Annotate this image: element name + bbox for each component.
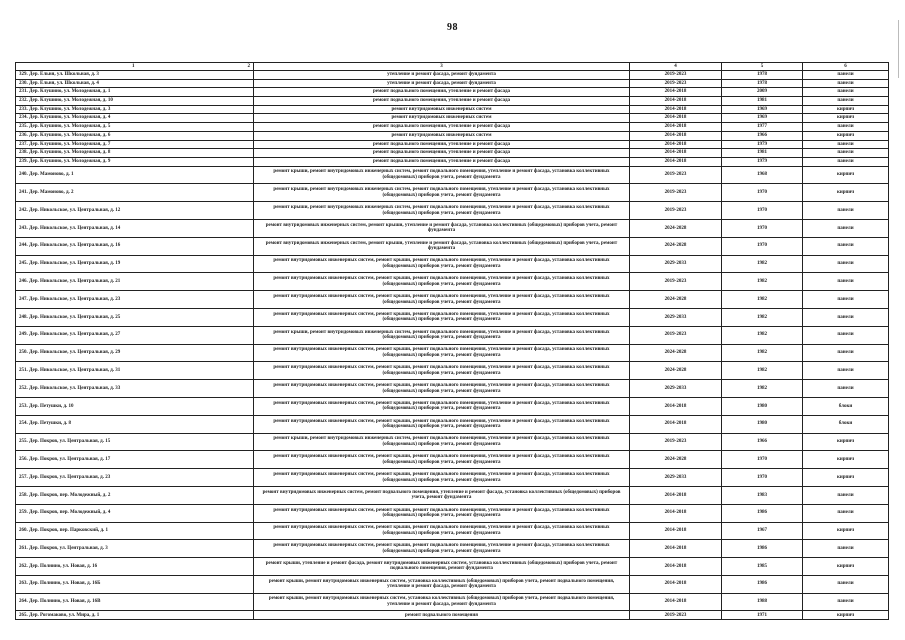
capital-repair-table: [15, 62, 889, 620]
address-cell: 241. Дер. Мамоново, д. 2: [16, 184, 254, 202]
works-cell: ремонт крыши, ремонт внутридомовых инженерных систем, ремонт подвального помещения, утепление и ремонт фасада, установка коллективных (общедомовых) приборов учета, ремонт фундамента: [254, 202, 630, 220]
address-cell: 246. Дер. Никольское, ул. Центральная, д. 21: [16, 273, 254, 291]
address-cell: 242. Дер. Никольское, ул. Центральная, д. 12: [16, 202, 254, 220]
wall-material-cell: кирпич: [803, 131, 889, 140]
column-number: 4: [630, 63, 722, 71]
works-cell: ремонт внутридомовых инженерных систем, ремонт крыши, ремонт подвального помещения, утепление и ремонт фасада, установка коллективных (общедомовых) приборов учета, ремонт фундамента: [254, 504, 630, 522]
address-cell: 244. Дер. Никольское, ул. Центральная, д. 16: [16, 237, 254, 255]
address-cell: 260. Дер. Покров, пер. Парковский, д. 1: [16, 522, 254, 540]
year-built-cell: 1970: [722, 469, 803, 487]
works-cell: ремонт подвального помещения: [254, 611, 630, 620]
address-cell: 230. Дер. Ельня, ул. Школьная, д. 4: [16, 79, 254, 88]
address-cell: 251. Дер. Никольское, ул. Центральная, д. 31: [16, 362, 254, 380]
table-row: [16, 397, 889, 415]
address-cell: 261. Дер. Покров, ул. Центральная, д. 3: [16, 540, 254, 558]
year-built-cell: 1982: [722, 308, 803, 326]
works-cell: ремонт внутридомовых инженерных систем, ремонт крыши, ремонт подвального помещения, утепление и ремонт фасада, установка коллективных (общедомовых) приборов учета, ремонт фундамента: [254, 415, 630, 433]
period-cell: 2014-2018: [630, 140, 722, 149]
table-row: [16, 469, 889, 487]
works-cell: ремонт подвального помещения, утепление и ремонт фасада: [254, 140, 630, 149]
works-cell: ремонт внутридомовых инженерных систем, ремонт крыши, ремонт подвального помещения, утепление и ремонт фасада, установка коллективных (общедомовых) приборов учета, ремонт фундамента: [254, 362, 630, 380]
period-cell: 2014-2018: [630, 575, 722, 593]
address-cell: 252. Дер. Никольское, ул. Центральная, д. 33: [16, 380, 254, 398]
wall-material-cell: панели: [803, 362, 889, 380]
period-cell: 2024-2028: [630, 344, 722, 362]
works-cell: ремонт внутридомовых инженерных систем, ремонт крыши, ремонт подвального помещения, утепление и ремонт фасада, установка коллективных (общедомовых) приборов учета, ремонт фундамента: [254, 255, 630, 273]
period-cell: 2014-2018: [630, 88, 722, 97]
works-cell: ремонт внутридомовых инженерных систем, ремонт крыши, ремонт подвального помещения, утепление и ремонт фасада, установка коллективных (общедомовых) приборов учета, ремонт фундамента: [254, 522, 630, 540]
year-built-cell: 1977: [722, 123, 803, 132]
address-cell: 254. Дер. Петушки, д. 8: [16, 415, 254, 433]
period-cell: 2019-2023: [630, 202, 722, 220]
address-cell: 262. Дер. Полнино, ул. Новая, д. 16: [16, 558, 254, 576]
year-built-cell: 1978: [722, 71, 803, 80]
works-cell: ремонт внутридомовых инженерных систем, ремонт крыши, ремонт подвального помещения, утепление и ремонт фасада, установка коллективных (общедомовых) приборов учета, ремонт фундамента: [254, 469, 630, 487]
table-row: [16, 593, 889, 611]
wall-material-cell: панели: [803, 88, 889, 97]
wall-material-cell: панели: [803, 149, 889, 158]
year-built-cell: 1982: [722, 362, 803, 380]
table-row: [16, 71, 889, 80]
table-row: [16, 131, 889, 140]
period-cell: 2014-2018: [630, 157, 722, 166]
address-cell: 240. Дер. Мамоново, д. 1: [16, 166, 254, 184]
table-row: [16, 433, 889, 451]
period-cell: 2019-2023: [630, 79, 722, 88]
table-row: [16, 114, 889, 123]
period-cell: 2019-2023: [630, 273, 722, 291]
period-cell: 2014-2018: [630, 123, 722, 132]
table-row: [16, 123, 889, 132]
wall-material-cell: панели: [803, 575, 889, 593]
table-row: [16, 79, 889, 88]
works-cell: ремонт подвального помещения, утепление и ремонт фасада: [254, 157, 630, 166]
works-cell: ремонт крыши, ремонт внутридомовых инженерных систем, ремонт подвального помещения, утепление и ремонт фасада, установка коллективных (общедомовых) приборов учета, ремонт фундамента: [254, 326, 630, 344]
wall-material-cell: панели: [803, 291, 889, 309]
year-built-cell: 1970: [722, 219, 803, 237]
year-built-cell: 1970: [722, 184, 803, 202]
wall-material-cell: кирпич: [803, 114, 889, 123]
period-cell: 2024-2028: [630, 291, 722, 309]
period-cell: 2014-2018: [630, 558, 722, 576]
address-cell: 237. Дер. Клушино, ул. Молодежная, д. 7: [16, 140, 254, 149]
table-row: [16, 166, 889, 184]
wall-material-cell: кирпич: [803, 469, 889, 487]
table-row: [16, 255, 889, 273]
works-cell: ремонт подвального помещения, утепление и ремонт фасада: [254, 97, 630, 106]
wall-material-cell: панели: [803, 308, 889, 326]
year-built-cell: 1979: [722, 157, 803, 166]
year-built-cell: 1982: [722, 255, 803, 273]
works-cell: ремонт внутридомовых инженерных систем, ремонт крыши, ремонт подвального помещения, утепление и ремонт фасада, установка коллективных (общедомовых) приборов учета, ремонт фундамента: [254, 308, 630, 326]
table-row: [16, 97, 889, 106]
year-built-cell: 1970: [722, 451, 803, 469]
address-cell: 235. Дер. Клушино, ул. Молодежная, д. 5: [16, 123, 254, 132]
table-row: [16, 157, 889, 166]
period-cell: 2014-2018: [630, 540, 722, 558]
address-cell: 234. Дер. Клушино, ул. Молодежная, д. 4: [16, 114, 254, 123]
table-row: [16, 326, 889, 344]
table-row: [16, 202, 889, 220]
year-built-cell: 1985: [722, 558, 803, 576]
period-cell: 2014-2018: [630, 397, 722, 415]
wall-material-cell: кирпич: [803, 166, 889, 184]
works-cell: ремонт внутридомовых инженерных систем, ремонт крыши, утепление и ремонт фасада, установка коллективных (общедомовых) приборов учета, ремонт фундамента: [254, 219, 630, 237]
period-cell: 2014-2018: [630, 486, 722, 504]
address-cell: 250. Дер. Никольское, ул. Центральная, д. 29: [16, 344, 254, 362]
works-cell: ремонт крыши, ремонт внутридомовых инженерных систем, ремонт подвального помещения, утепление и ремонт фасада, установка коллективных (общедомовых) приборов учета, ремонт фундамента: [254, 166, 630, 184]
year-built-cell: 1986: [722, 540, 803, 558]
column-number-2: 2: [247, 63, 250, 69]
works-cell: ремонт крыши, утепление и ремонт фасада, ремонт внутридомовых инженерных систем, установка коллективных (общедомовых) приборов учета, ремонт подвального помещения, ремонт фундамента: [254, 558, 630, 576]
address-cell: 259. Дер. Покров, пер. Молодежный, д. 4: [16, 504, 254, 522]
year-built-cell: 1983: [722, 486, 803, 504]
year-built-cell: 1982: [722, 326, 803, 344]
period-cell: 2014-2018: [630, 97, 722, 106]
table-row: [16, 344, 889, 362]
table-row: [16, 415, 889, 433]
address-cell: 255. Дер. Покров, ул. Центральная, д. 15: [16, 433, 254, 451]
column-number: [16, 63, 254, 71]
table-row: [16, 451, 889, 469]
table-row: [16, 504, 889, 522]
wall-material-cell: панели: [803, 219, 889, 237]
table-row: [16, 184, 889, 202]
address-cell: 236. Дер. Клушино, ул. Молодежная, д. 6: [16, 131, 254, 140]
page-number: 98: [447, 22, 458, 33]
wall-material-cell: панели: [803, 79, 889, 88]
table-row: [16, 522, 889, 540]
wall-material-cell: панели: [803, 140, 889, 149]
table-row: [16, 486, 889, 504]
period-cell: 2014-2018: [630, 131, 722, 140]
address-cell: 265. Дер. Рогомаково, ул. Мира, д. 1: [16, 611, 254, 620]
period-cell: 2019-2023: [630, 166, 722, 184]
table-row: [16, 362, 889, 380]
works-cell: ремонт внутридомовых инженерных систем: [254, 114, 630, 123]
column-number: 5: [722, 63, 803, 71]
address-cell: 247. Дер. Никольское, ул. Центральная, д. 23: [16, 291, 254, 309]
works-cell: ремонт внутридомовых инженерных систем: [254, 105, 630, 114]
period-cell: 2014-2018: [630, 504, 722, 522]
period-cell: 2029-2033: [630, 380, 722, 398]
wall-material-cell: панели: [803, 71, 889, 80]
works-cell: ремонт внутридомовых инженерных систем, ремонт крыши, ремонт подвального помещения, утепление и ремонт фасада, установка коллективных (общедомовых) приборов учета, ремонт фундамента: [254, 273, 630, 291]
period-cell: 2014-2018: [630, 149, 722, 158]
period-cell: 2014-2018: [630, 593, 722, 611]
wall-material-cell: панели: [803, 593, 889, 611]
works-cell: ремонт внутридомовых инженерных систем, ремонт крыши, ремонт подвального помещения, утепление и ремонт фасада, установка коллективных (общедомовых) приборов учета, ремонт фундамента: [254, 540, 630, 558]
works-cell: ремонт крыши, ремонт внутридомовых инженерных систем, установка коллективных (общедомовых) приборов учета, ремонт подвального помещения, утепление и ремонт фасада, ремонт фундамента: [254, 575, 630, 593]
year-built-cell: 1982: [722, 291, 803, 309]
table-row: [16, 558, 889, 576]
wall-material-cell: кирпич: [803, 558, 889, 576]
table-row: [16, 611, 889, 620]
table-row: [16, 540, 889, 558]
wall-material-cell: панели: [803, 486, 889, 504]
period-cell: 2014-2018: [630, 105, 722, 114]
period-cell: 2029-2033: [630, 308, 722, 326]
works-cell: ремонт крыши, ремонт внутридомовых инженерных систем, установка коллективных (общедомовых) приборов учета, ремонт подвального помещения, утепление и ремонт фасада, ремонт фундамента: [254, 593, 630, 611]
table-row: [16, 237, 889, 255]
year-built-cell: 1971: [722, 611, 803, 620]
wall-material-cell: панели: [803, 237, 889, 255]
period-cell: 2024-2028: [630, 219, 722, 237]
year-built-cell: 2009: [722, 88, 803, 97]
year-built-cell: 1968: [722, 166, 803, 184]
year-built-cell: 1970: [722, 202, 803, 220]
period-cell: 2019-2023: [630, 326, 722, 344]
year-built-cell: 1969: [722, 114, 803, 123]
year-built-cell: 1966: [722, 433, 803, 451]
works-cell: ремонт внутридомовых инженерных систем, ремонт крыши, ремонт подвального помещения, утепление и ремонт фасада, установка коллективных (общедомовых) приборов учета, ремонт фундамента: [254, 397, 630, 415]
wall-material-cell: кирпич: [803, 611, 889, 620]
table-row: [16, 308, 889, 326]
works-cell: ремонт подвального помещения, утепление и ремонт фасада: [254, 88, 630, 97]
period-cell: 2014-2018: [630, 415, 722, 433]
address-cell: 245. Дер. Никольское, ул. Центральная, д. 19: [16, 255, 254, 273]
table-row: [16, 140, 889, 149]
wall-material-cell: панели: [803, 326, 889, 344]
period-cell: 2019-2023: [630, 611, 722, 620]
period-cell: 2019-2023: [630, 184, 722, 202]
works-cell: ремонт внутридомовых инженерных систем, ремонт крыши, ремонт подвального помещения, утепление и ремонт фасада, установка коллективных (общедомовых) приборов учета, ремонт фундамента: [254, 380, 630, 398]
address-cell: 257. Дер. Покров, ул. Центральная, д. 23: [16, 469, 254, 487]
address-cell: 238. Дер. Клушино, ул. Молодежная, д. 8: [16, 149, 254, 158]
wall-material-cell: кирпич: [803, 105, 889, 114]
table-row: [16, 219, 889, 237]
wall-material-cell: панели: [803, 255, 889, 273]
table-row: [16, 149, 889, 158]
year-built-cell: 1969: [722, 105, 803, 114]
works-cell: ремонт подвального помещения, утепление и ремонт фасада: [254, 123, 630, 132]
year-built-cell: 1970: [722, 237, 803, 255]
table-row: [16, 273, 889, 291]
wall-material-cell: панели: [803, 157, 889, 166]
wall-material-cell: панели: [803, 344, 889, 362]
year-built-cell: 1980: [722, 397, 803, 415]
works-cell: ремонт внутридомовых инженерных систем, ремонт крыши, ремонт подвального помещения, утепление и ремонт фасада, установка коллективных (общедомовых) приборов учета, ремонт фундамента: [254, 344, 630, 362]
address-cell: 263. Дер. Полнино, ул. Новая, д. 16Б: [16, 575, 254, 593]
year-built-cell: 1981: [722, 97, 803, 106]
wall-material-cell: блоки: [803, 415, 889, 433]
works-cell: ремонт внутридомовых инженерных систем: [254, 131, 630, 140]
wall-material-cell: панели: [803, 540, 889, 558]
year-built-cell: 1982: [722, 344, 803, 362]
works-cell: утепление и ремонт фасада, ремонт фундамента: [254, 71, 630, 80]
column-number: 3: [254, 63, 630, 71]
wall-material-cell: панели: [803, 123, 889, 132]
year-built-cell: 1982: [722, 273, 803, 291]
address-cell: 239. Дер. Клушино, ул. Молодежная, д. 9: [16, 157, 254, 166]
year-built-cell: 1979: [722, 140, 803, 149]
year-built-cell: 1978: [722, 79, 803, 88]
works-cell: ремонт внутридомовых инженерных систем, ремонт подвального помещения, утепление и ремонт фасада, установка коллективных (общедомовых) приборов учета, ремонт фундамента: [254, 486, 630, 504]
year-built-cell: 1981: [722, 149, 803, 158]
address-cell: 256. Дер. Покров, ул. Центральная, д. 17: [16, 451, 254, 469]
period-cell: 2019-2023: [630, 71, 722, 80]
table-row: [16, 291, 889, 309]
column-number: 6: [803, 63, 889, 71]
year-built-cell: 1967: [722, 522, 803, 540]
period-cell: 2019-2023: [630, 433, 722, 451]
table-row: [16, 88, 889, 97]
address-cell: 329. Дер. Ельня, ул. Школьная, д. 3: [16, 71, 254, 80]
works-cell: ремонт внутридомовых инженерных систем, ремонт крыши, утепление и ремонт фасада, установка коллективных (общедомовых) приборов учета, ремонт фундамента: [254, 237, 630, 255]
wall-material-cell: панели: [803, 380, 889, 398]
address-cell: 243. Дер. Никольское, ул. Центральная, д. 14: [16, 219, 254, 237]
year-built-cell: 1986: [722, 575, 803, 593]
period-cell: 2029-2033: [630, 469, 722, 487]
period-cell: 2029-2033: [630, 255, 722, 273]
period-cell: 2014-2018: [630, 114, 722, 123]
address-cell: 253. Дер. Петушки, д. 10: [16, 397, 254, 415]
works-cell: ремонт внутридомовых инженерных систем, ремонт крыши, ремонт подвального помещения, утепление и ремонт фасада, установка коллективных (общедомовых) приборов учета, ремонт фундамента: [254, 291, 630, 309]
wall-material-cell: кирпич: [803, 451, 889, 469]
year-built-cell: 1966: [722, 131, 803, 140]
address-cell: 249. Дер. Никольское, ул. Центральная, д. 27: [16, 326, 254, 344]
address-cell: 258. Дер. Покров, пер. Молодежный, д. 2: [16, 486, 254, 504]
column-number-row: [16, 63, 889, 71]
address-cell: 248. Дер. Никольское, ул. Центральная, д. 25: [16, 308, 254, 326]
table-row: [16, 105, 889, 114]
scan-edge-mark: [898, 20, 899, 78]
year-built-cell: 1980: [722, 415, 803, 433]
year-built-cell: 1988: [722, 593, 803, 611]
wall-material-cell: блоки: [803, 397, 889, 415]
period-cell: 2024-2028: [630, 362, 722, 380]
column-number-1: 1: [132, 63, 135, 69]
works-cell: ремонт крыши, ремонт внутридомовых инженерных систем, ремонт подвального помещения, утепление и ремонт фасада, установка коллективных (общедомовых) приборов учета, ремонт фундамента: [254, 433, 630, 451]
year-built-cell: 1986: [722, 504, 803, 522]
address-cell: 231. Дер. Клушино, ул. Молодежная, д. 1: [16, 88, 254, 97]
works-cell: ремонт внутридомовых инженерных систем, ремонт крыши, ремонт подвального помещения, утепление и ремонт фасада, установка коллективных (общедомовых) приборов учета, ремонт фундамента: [254, 451, 630, 469]
address-cell: 233. Дер. Клушино, ул. Молодежная, д. 3: [16, 105, 254, 114]
wall-material-cell: кирпич: [803, 433, 889, 451]
wall-material-cell: панели: [803, 202, 889, 220]
works-cell: утепление и ремонт фасада, ремонт фундамента: [254, 79, 630, 88]
wall-material-cell: кирпич: [803, 184, 889, 202]
works-cell: ремонт подвального помещения, утепление и ремонт фасада: [254, 149, 630, 158]
period-cell: 2014-2018: [630, 522, 722, 540]
wall-material-cell: панели: [803, 504, 889, 522]
period-cell: 2024-2028: [630, 237, 722, 255]
year-built-cell: 1982: [722, 380, 803, 398]
address-cell: 232. Дер. Клушино, ул. Молодежная, д. 10: [16, 97, 254, 106]
period-cell: 2024-2028: [630, 451, 722, 469]
table-row: [16, 380, 889, 398]
wall-material-cell: панели: [803, 97, 889, 106]
works-cell: ремонт крыши, ремонт внутридомовых инженерных систем, ремонт подвального помещения, утепление и ремонт фасада, установка коллективных (общедомовых) приборов учета, ремонт фундамента: [254, 184, 630, 202]
wall-material-cell: кирпич: [803, 522, 889, 540]
table-row: [16, 575, 889, 593]
wall-material-cell: панели: [803, 273, 889, 291]
address-cell: 264. Дер. Полнино, ул. Новая, д. 16В: [16, 593, 254, 611]
